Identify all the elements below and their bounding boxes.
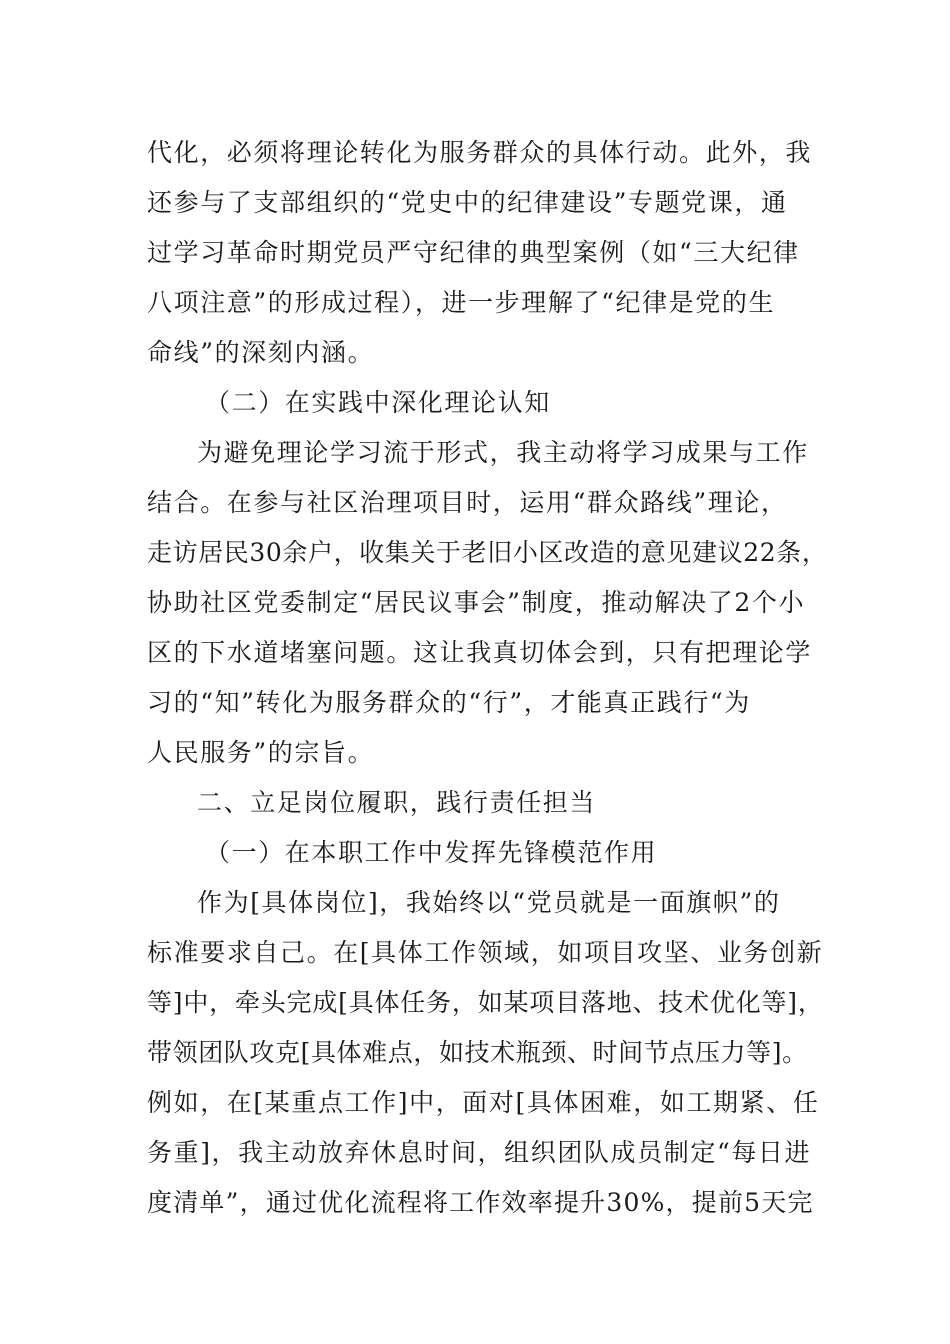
body-text-line: 习的“知”转化为服务群众的“行”，才能真正践行“为 bbox=[147, 688, 751, 717]
section-subheading: （二）在实践中深化理论认知 bbox=[205, 388, 551, 417]
body-text-line: 八项注意”的形成过程），进一步理解了“纪律是党的生 bbox=[147, 288, 776, 317]
body-text-line: 过学习革命时期党员严守纪律的典型案例（如“三大纪律 bbox=[147, 238, 800, 267]
body-text-line: 务重]，我主动放弃休息时间，组织团队成员制定“每日进 bbox=[147, 1138, 812, 1167]
body-text-line: 协助社区党委制定“居民议事会”制度，推动解决了2个小 bbox=[147, 588, 806, 617]
body-text-line: 度清单”，通过优化流程将工作效率提升30%，提前5天完 bbox=[147, 1188, 814, 1217]
body-text-line: 例如，在[某重点工作]中，面对[具体困难，如工期紧、任 bbox=[147, 1088, 820, 1117]
body-text-line: 命线”的深刻内涵。 bbox=[147, 338, 375, 367]
body-text-line: 等]中，牵头完成[具体任务，如某项目落地、技术优化等]， bbox=[147, 988, 824, 1017]
body-text-line: 结合。在参与社区治理项目时，运用“群众路线”理论， bbox=[147, 488, 788, 517]
paragraph-first-line: 为避免理论学习流于形式，我主动将学习成果与工作 bbox=[197, 438, 809, 467]
section-subheading: （一）在本职工作中发挥先锋模范作用 bbox=[205, 838, 658, 867]
body-text-line: 走访居民30余户，收集关于老旧小区改造的意见建议22条， bbox=[147, 538, 828, 567]
body-text-line: 人民服务”的宗旨。 bbox=[147, 738, 375, 767]
body-text-line: 代化，必须将理论转化为服务群众的具体行动。此外，我 bbox=[147, 138, 813, 167]
section-heading: 二、立足岗位履职，践行责任担当 bbox=[197, 788, 597, 817]
paragraph-first-line: 作为[具体岗位]，我始终以“党员就是一面旗帜”的 bbox=[197, 888, 781, 917]
body-text-line: 带领团队攻克[具体难点，如技术瓶颈、时间节点压力等]。 bbox=[147, 1038, 808, 1067]
body-text-line: 标准要求自己。在[具体工作领域，如项目攻坚、业务创新 bbox=[147, 938, 824, 967]
body-text-line: 还参与了支部组织的“党史中的纪律建设”专题党课，通 bbox=[147, 188, 788, 217]
body-text-line: 区的下水道堵塞问题。这让我真切体会到，只有把理论学 bbox=[147, 638, 813, 667]
